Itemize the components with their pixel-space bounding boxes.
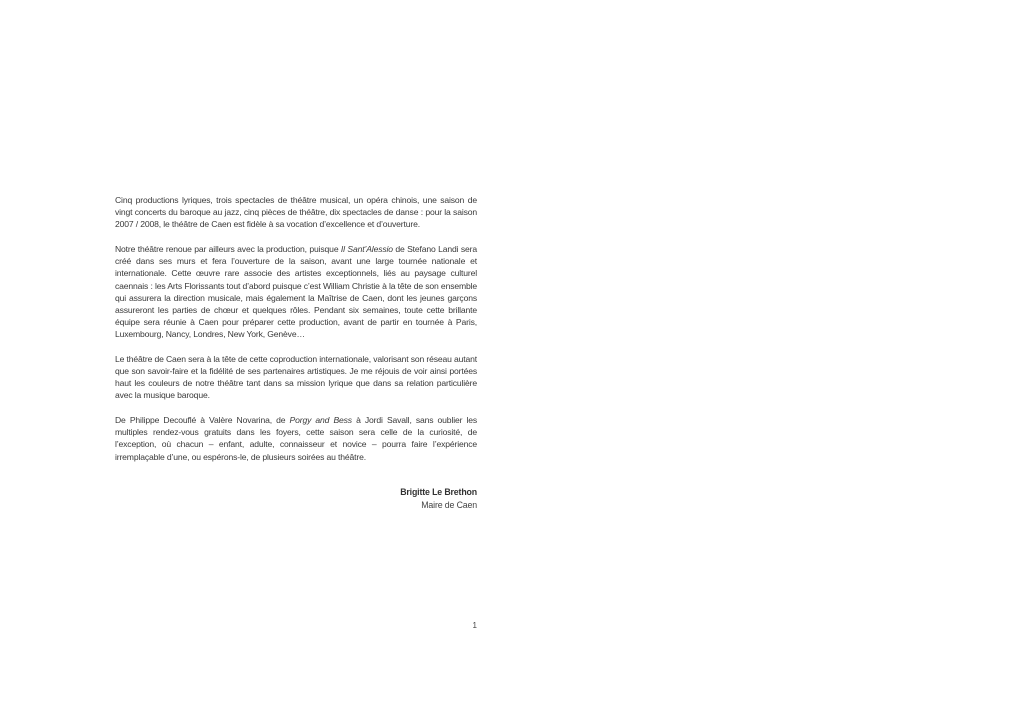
paragraph-text: Le théâtre de Caen sera à la tête de cette coproduction internationale, valorisant son réseau autant que son savoir-faire et la fidélité de ses partenaires artistiques. Je me réjouis de voir ainsi portées haut les couleurs de notre théâtre tant dans sa mission lyrique que dans sa relation particulière avec la musique baroque. bbox=[115, 353, 477, 401]
paragraph-text: à Jordi Savall, sans oublier les multiples rendez-vous gratuits dans les foyers, cette saison sera celle de la curiosité, de l’exception, où chacun – enfant, adulte, connaisseur et novice – pourra faire l’expérience irremplaçable d’une, ou espérons-le, de plusieurs soirées au théâtre. bbox=[115, 414, 477, 462]
paragraph-text: Cinq productions lyriques, trois spectacles de théâtre musical, un opéra chinois, une saison de vingt concerts du baroque au jazz, cinq pièces de théâtre, dix spectacles de danse : pour la saison 2007 / 2008, le théâtre de Caen est fidèle à sa vocation d’excellence et d’ouverture. bbox=[115, 195, 477, 230]
signature-block bbox=[300, 486, 477, 512]
work-title-italic: Porgy and Bess bbox=[289, 414, 352, 425]
paragraph-text: De Philippe Decouflé à Valère Novarina, de bbox=[115, 414, 290, 425]
paragraph-text: de Stefano Landi sera créé dans ses murs et fera l’ouverture de la saison, avant une large tournée nationale et internationale. Cette œuvre rare associe des artistes exceptionnels, liés au paysage culturel caennais : les Arts Florissants tout d’abord puisque c’est William Christie à la tête de son ensemble qui assurera la direction musicale, mais également la Maîtrise de Caen, dont les jeunes garçons assureront les parties de chœur et quelques rôles. Pendant six semaines, toute cette brillante équipe sera réunie à Caen pour préparer cette production, avant de partir en tournée à Paris, Luxembourg, Nancy, Londres, New York, Genève… bbox=[115, 243, 477, 340]
page-number: 1 bbox=[472, 621, 477, 630]
paragraph-text: Notre théâtre renoue par ailleurs avec la production, puisque bbox=[115, 243, 341, 254]
paragraph bbox=[115, 194, 477, 231]
paragraph bbox=[115, 353, 477, 402]
paragraph bbox=[115, 414, 477, 463]
body-text bbox=[115, 194, 477, 475]
signatory-role: Maire de Caen bbox=[421, 500, 477, 510]
signatory-name: Brigitte Le Brethon bbox=[400, 487, 477, 497]
work-title-italic: Il Sant’Alessio bbox=[340, 243, 393, 254]
paragraph bbox=[115, 243, 477, 341]
